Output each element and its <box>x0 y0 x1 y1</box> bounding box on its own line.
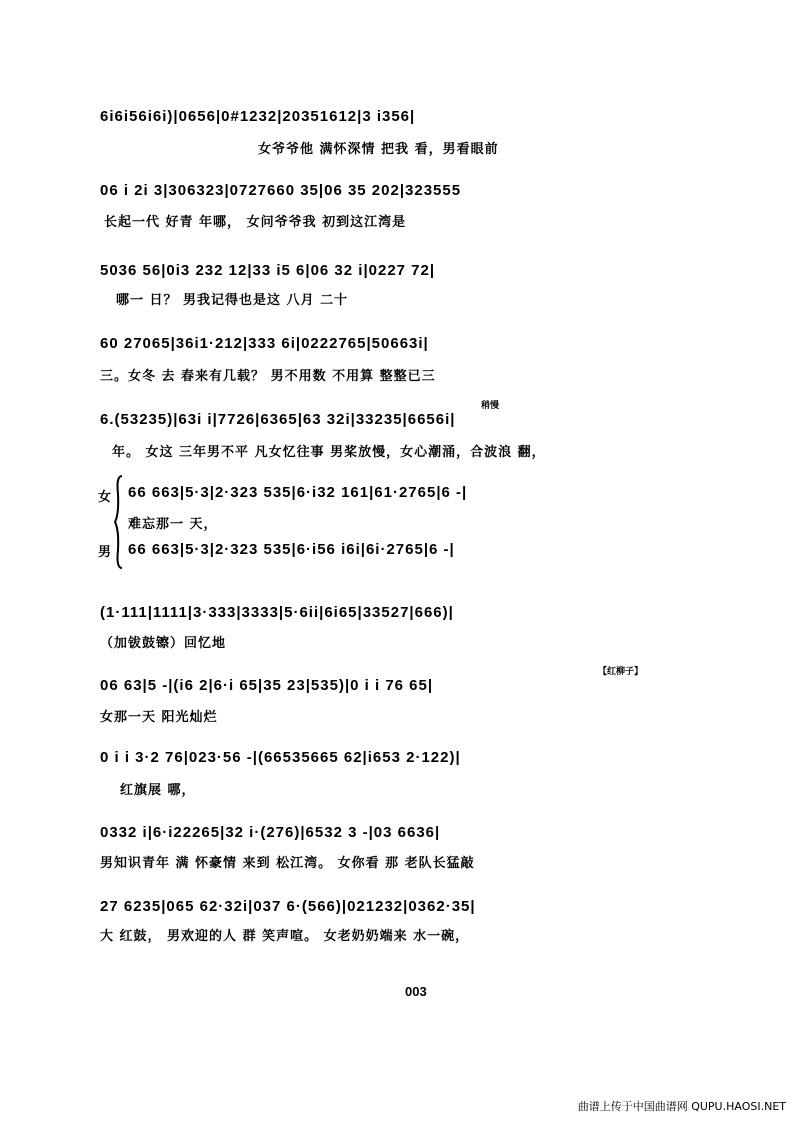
lyric-text: （加钹鼓镲）回忆地 <box>100 636 227 651</box>
lyric-text: 难忘那一 天， <box>128 517 218 532</box>
part-label-male: 男 <box>98 545 113 560</box>
notation-text: 6.(53235)|63i i|7726|6365|63 32i|33235|6656i| <box>100 411 456 428</box>
page-number: 003 <box>405 984 427 999</box>
lyric-text: 大 红鼓， 男欢迎的人 群 笑声喧。 女老奶奶端来 水一碗， <box>100 929 470 944</box>
notation-text: 0332 i|6·i22265|32 i·(276)|6532 3 -|03 6636| <box>100 824 441 841</box>
notation-text: 06 63|5 -|(i6 2|6·i 65|35 23|535)|0 i i 76 65| <box>100 677 434 694</box>
notation-text: 66 663|5·3|2·323 535|6·i32 161|61·2765|6 -| <box>128 484 468 501</box>
notation-text: 0 i i 3·2 76|023·56 -|(66535665 62|i653 2·122)| <box>100 749 461 766</box>
tempo-mark: 稍慢 <box>481 401 500 411</box>
notation-text: (1·111|1111|3·333|3333|5·6ii|6i65|33527|666)| <box>100 604 454 621</box>
lyric-text: 男知识青年 满 怀豪情 来到 松江湾。 女你看 那 老队长猛敲 <box>100 856 475 871</box>
lyric-text: 红旗展 哪， <box>120 783 196 798</box>
notation-text: 66 663|5·3|2·323 535|6·i56 i6i|6i·2765|6 -| <box>128 541 455 558</box>
lyric-text: 年。 女这 三年男不平 凡女忆往事 男桨放慢，女心潮涌，合波浪 翻， <box>112 445 546 460</box>
notation-text: 06 i 2i 3|306323|0727660 35|06 35 202|323555 <box>100 182 462 199</box>
lyric-text: 哪一 日？ 男我记得也是这 八月 二十 <box>116 293 349 308</box>
part-label-female: 女 <box>98 490 113 505</box>
lyric-text: 长起一代 好青 年哪， 女问爷爷我 初到这江湾是 <box>104 215 407 230</box>
site-footer: 曲谱上传于中国曲谱网 QUPU.HAOSI.NET <box>577 1100 786 1113</box>
notation-text: 5036 56|0i3 232 12|33 i5 6|06 32 i|0227 72| <box>100 262 436 279</box>
notation-text: 6i6i56i6i)|0656|0#1232|20351612|3 i356| <box>100 108 416 125</box>
system-brace-icon <box>114 474 124 570</box>
lyric-text: 三。女冬 去 春来有几载？ 男不用数 不用算 整整已三 <box>100 369 436 384</box>
notation-text: 60 27065|36i1·212|333 6i|0222765|50663i| <box>100 335 429 352</box>
notation-text: 27 6235|065 62·32i|037 6·(566)|021232|0362·35| <box>100 898 476 915</box>
lyric-text: 女爷爷他 满怀深情 把我 看，男看眼前 <box>258 142 499 157</box>
tune-name-mark: 【红柳子】 <box>598 667 644 677</box>
lyric-text: 女那一天 阳光灿烂 <box>100 710 218 725</box>
